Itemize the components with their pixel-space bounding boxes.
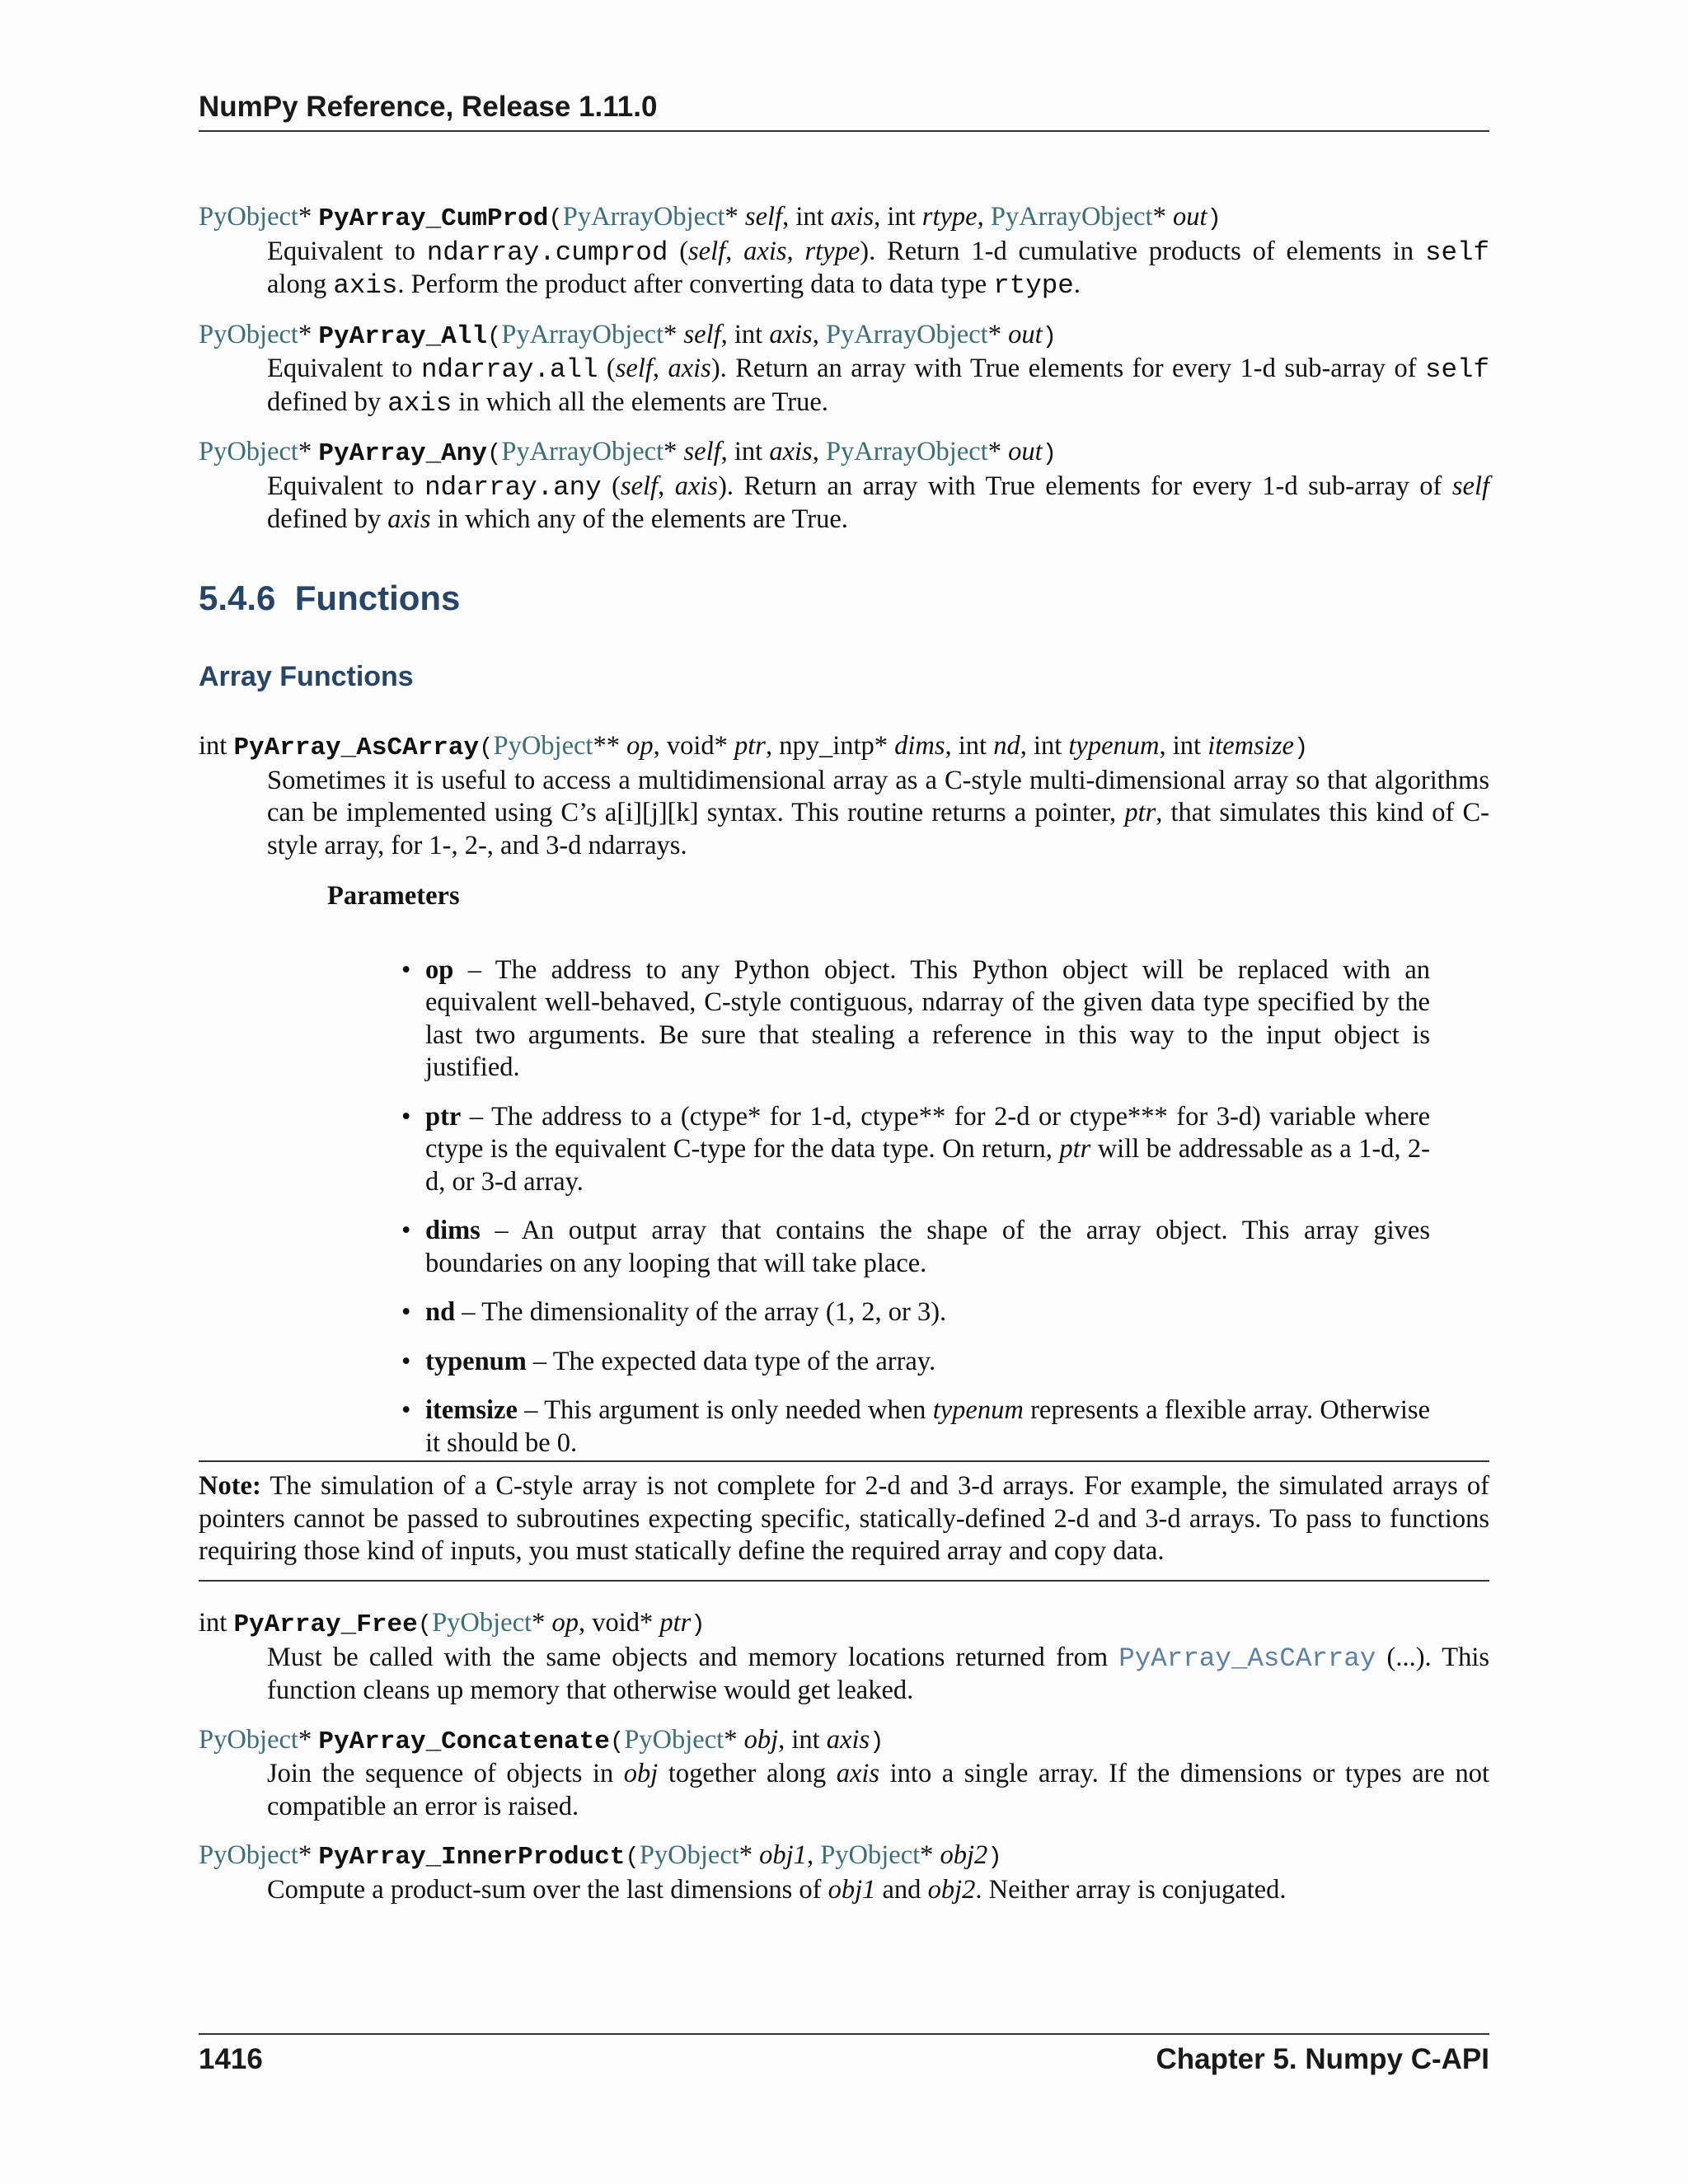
- bottom-entries: [199, 1607, 1489, 1923]
- type-link[interactable]: PyArrayObject: [501, 319, 664, 349]
- type-link[interactable]: PyObject: [432, 1608, 532, 1638]
- param-star: **: [593, 731, 627, 761]
- close-paren: ): [1293, 734, 1309, 762]
- param-name: out: [1172, 202, 1207, 232]
- function-name: PyArray_CumProd: [318, 204, 549, 233]
- return-type: int: [199, 1608, 234, 1638]
- open-paren: (: [548, 205, 563, 232]
- entry-any: [199, 436, 1489, 537]
- note-label: Note:: [199, 1471, 261, 1501]
- close-paren: ): [987, 1844, 1002, 1871]
- parameter-item: [401, 1215, 1430, 1280]
- parameter-item: [401, 954, 1430, 1085]
- desc-text: (: [668, 236, 689, 266]
- param-name: obj: [743, 1724, 779, 1755]
- param-star: *: [987, 437, 1009, 466]
- desc-text: and: [875, 1874, 928, 1905]
- top-entries: [199, 201, 1489, 553]
- desc-text: ,: [786, 236, 805, 266]
- type-link[interactable]: PyArrayObject: [825, 437, 988, 466]
- close-paren: ): [1042, 440, 1057, 467]
- inline-code: axis: [387, 387, 452, 419]
- page-footer: [199, 2033, 1489, 2076]
- parameter-desc: – An output array that contains the shape of the array object. This array gives boundaries on any looping that will take place.: [425, 1216, 1430, 1278]
- arg-ref: typenum: [932, 1395, 1024, 1425]
- description-innerproduct: [267, 1874, 1489, 1907]
- arg-ref: obj2: [927, 1874, 976, 1905]
- desc-text: along: [267, 269, 334, 299]
- chapter-title: Chapter 5. Numpy C-API: [1156, 2043, 1489, 2075]
- param-name: obj1: [759, 1840, 807, 1870]
- entry-cumprod: [199, 201, 1489, 302]
- inline-code: rtype: [993, 270, 1074, 301]
- param-type: , npy_intp*: [765, 731, 895, 761]
- section-number: 5.4.6: [199, 579, 276, 617]
- desc-text: (: [601, 471, 621, 501]
- open-paren: (: [486, 440, 502, 467]
- parameter-item: [401, 1346, 1430, 1379]
- section-heading-block: [199, 579, 1489, 617]
- desc-text: in which all the elements are True.: [452, 387, 828, 417]
- arg-ref: rtype: [804, 236, 860, 266]
- description-concatenate: [267, 1758, 1489, 1823]
- param-name: nd: [993, 731, 1020, 761]
- desc-text: , that simulates this kind of C-style array, for 1-, 2-, and 3-d ndarrays.: [267, 798, 1489, 860]
- note-box: [199, 1460, 1489, 1582]
- desc-text: together along: [658, 1759, 837, 1788]
- inline-code: ndarray.all: [420, 354, 598, 385]
- desc-text: ). Return an array with True elements for every 1-d sub-array of: [710, 354, 1425, 383]
- arg-ref: axis: [836, 1759, 880, 1788]
- description-free: [267, 1642, 1489, 1708]
- close-paren: ): [870, 1727, 884, 1755]
- arg-ref: axis: [387, 504, 431, 534]
- signature-any: [199, 436, 1489, 471]
- section-title: Functions: [294, 579, 461, 617]
- desc-text: defined by: [267, 504, 388, 534]
- param-star: *: [920, 1840, 940, 1870]
- param-name: rtype: [921, 202, 978, 232]
- desc-text: .: [1073, 269, 1081, 299]
- description-ascarray: [267, 765, 1489, 863]
- param-type: , void*: [578, 1608, 660, 1638]
- function-name: PyArray_Concatenate: [318, 1727, 610, 1756]
- desc-text: into a single array. If the dimensions or types are not compatible an error is raised.: [267, 1759, 1489, 1821]
- param-name: axis: [769, 319, 813, 349]
- parameter-desc: – The expected data type of the array.: [526, 1346, 936, 1376]
- arg-ref: axis: [674, 471, 719, 501]
- inline-code: self: [1425, 237, 1490, 268]
- arg-ref: ptr: [1124, 798, 1156, 827]
- signature-cumprod: [199, 201, 1489, 236]
- function-name: PyArray_InnerProduct: [318, 1843, 626, 1872]
- signature-concatenate: [199, 1724, 1489, 1759]
- arg-ref: self: [615, 354, 653, 383]
- param-name: itemsize: [1207, 731, 1294, 761]
- type-link[interactable]: PyObject: [639, 1840, 739, 1870]
- function-link[interactable]: PyArray_AsCArray: [1118, 1643, 1376, 1674]
- bullet-icon: •: [401, 1395, 411, 1425]
- type-link[interactable]: PyObject: [820, 1840, 921, 1870]
- param-star: *: [1152, 202, 1173, 232]
- bullet-icon: •: [401, 1216, 411, 1245]
- return-type: int: [199, 731, 234, 761]
- type-link[interactable]: PyObject: [199, 202, 298, 232]
- param-name: axis: [830, 202, 874, 232]
- type-link[interactable]: PyArrayObject: [825, 319, 988, 349]
- param-star: *: [663, 437, 684, 466]
- pointer-star: *: [298, 1724, 312, 1755]
- param-type: , int: [720, 319, 770, 349]
- parameter-name: typenum: [425, 1346, 527, 1376]
- pointer-star: *: [298, 437, 312, 466]
- desc-text: (: [598, 354, 616, 383]
- running-header: [199, 91, 1489, 132]
- parameters-label: Parameters: [327, 881, 460, 911]
- pointer-star: *: [298, 1840, 312, 1870]
- type-link[interactable]: PyObject: [199, 1724, 298, 1755]
- param-name: typenum: [1068, 731, 1160, 761]
- inline-code: axis: [333, 270, 398, 301]
- desc-text: defined by: [267, 387, 388, 417]
- param-name: self: [683, 319, 721, 349]
- param-name: self: [683, 437, 721, 466]
- desc-text: Equivalent to: [267, 354, 421, 383]
- param-name: op: [551, 1608, 579, 1638]
- param-name: op: [626, 731, 654, 761]
- open-paren: (: [609, 1727, 625, 1755]
- param-type: , int: [945, 731, 994, 761]
- arg-ref: self: [620, 471, 659, 501]
- param-type: , void*: [653, 731, 734, 761]
- param-type: , int: [1020, 731, 1069, 761]
- inline-code: ndarray.cumprod: [426, 237, 668, 268]
- param-star: *: [663, 319, 684, 349]
- arg-ref: obj: [623, 1759, 659, 1788]
- param-type: , int: [720, 437, 770, 466]
- entry-innerproduct: [199, 1840, 1489, 1906]
- desc-text: ,: [725, 236, 744, 266]
- parameter-item: [401, 1296, 1430, 1329]
- section-heading: [199, 579, 1489, 617]
- type-link[interactable]: PyArrayObject: [990, 202, 1153, 232]
- param-type: , int: [874, 202, 922, 232]
- type-link[interactable]: PyArrayObject: [501, 437, 664, 466]
- bullet-icon: •: [401, 1346, 411, 1376]
- arg-ref: obj1: [828, 1874, 876, 1905]
- signature-ascarray: [199, 730, 1489, 765]
- parameter-desc: – The address to any Python object. This Python object will be replaced with an equivalent well-behaved, C-style contiguous, ndarray of the given data type specified by the last two arguments. Be sure that stealing a reference in this way to the input object is justified.: [425, 954, 1430, 1082]
- inline-code: self: [1424, 354, 1489, 385]
- parameter-name: ptr: [425, 1101, 462, 1132]
- description-any: [267, 471, 1489, 537]
- param-sep: ,: [812, 319, 826, 349]
- parameter-list: [401, 954, 1431, 1460]
- entry-ascarray: [199, 730, 1489, 1476]
- param-name: obj2: [940, 1840, 988, 1870]
- param-sep: ,: [806, 1840, 821, 1870]
- desc-text: Sometimes it is useful to access a multidimensional array as a C-style multi-dimensional array so that algorithms can be implemented using C’s a[i][j][k] syntax. This routine returns a pointer,: [267, 765, 1489, 827]
- parameter-desc: – The dimensionality of the array (1, 2, or 3).: [455, 1297, 947, 1327]
- param-sep: ,: [812, 437, 826, 466]
- desc-text: in which any of the elements are True.: [430, 504, 848, 534]
- parameter-item: [401, 1101, 1430, 1199]
- subsection-heading-block: [199, 661, 1489, 694]
- arg-ref: ptr: [1059, 1134, 1091, 1164]
- desc-text: Equivalent to: [267, 471, 425, 501]
- type-link[interactable]: PyObject: [493, 731, 593, 761]
- pointer-star: *: [298, 319, 312, 349]
- desc-text: Equivalent to: [267, 236, 427, 266]
- desc-text: . Neither array is conjugated.: [975, 1874, 1287, 1905]
- arg-ref: axis: [668, 354, 711, 383]
- param-name: out: [1008, 319, 1043, 349]
- param-star: *: [738, 1840, 760, 1870]
- desc-text: ). Return 1-d cumulative products of elements in: [860, 236, 1425, 266]
- parameter-name: op: [425, 954, 454, 985]
- running-header-title: NumPy Reference, Release 1.11.0: [199, 91, 658, 123]
- open-paren: (: [486, 322, 502, 350]
- open-paren: (: [625, 1844, 640, 1871]
- type-link[interactable]: PyObject: [199, 437, 298, 466]
- arg-ref: axis: [743, 236, 787, 266]
- param-sep: ,: [977, 202, 991, 232]
- entry-all: [199, 319, 1489, 420]
- param-type: , int: [1159, 731, 1208, 761]
- close-paren: ): [691, 1611, 706, 1638]
- desc-text: (...). This function cleans up memory that otherwise would get leaked.: [267, 1642, 1490, 1705]
- bullet-icon: •: [401, 1297, 411, 1327]
- function-name: PyArray_All: [318, 321, 487, 351]
- param-name: ptr: [734, 731, 766, 761]
- note-content: [199, 1460, 1489, 1582]
- desc-text: Join the sequence of objects in: [267, 1759, 624, 1788]
- close-paren: ): [1042, 322, 1057, 350]
- parameter-item: [401, 1394, 1431, 1460]
- desc-text: ). Return an array with True elements for every 1-d sub-array of: [718, 471, 1452, 501]
- function-name: PyArray_AsCArray: [233, 733, 480, 762]
- parameter-name: dims: [425, 1216, 481, 1245]
- param-star: *: [724, 202, 745, 232]
- parameter-name: itemsize: [425, 1395, 518, 1425]
- entry-free: [199, 1607, 1489, 1708]
- entry-concatenate: [199, 1724, 1489, 1824]
- bullet-icon: •: [401, 954, 411, 985]
- param-name: ptr: [659, 1608, 692, 1638]
- open-paren: (: [479, 734, 494, 762]
- param-star: *: [532, 1608, 552, 1638]
- type-link[interactable]: PyObject: [199, 1840, 298, 1870]
- desc-text: ,: [658, 471, 675, 501]
- arg-ref: self: [1451, 471, 1490, 501]
- description-cumprod: [267, 236, 1489, 302]
- signature-free: [199, 1607, 1489, 1642]
- signature-all: [199, 319, 1489, 354]
- param-star: *: [724, 1724, 744, 1755]
- page-number: 1416: [199, 2043, 263, 2075]
- parameter-desc: – The address to a (ctype* for 1-d, ctype** for 2-d or ctype*** for 3-d) variable where ctype is the equivalent C-type for the data type. On return,: [425, 1101, 1430, 1164]
- bullet-icon: •: [401, 1101, 411, 1132]
- function-name: PyArray_Free: [233, 1610, 418, 1639]
- desc-text: Must be called with the same objects and memory locations returned from: [267, 1642, 1119, 1672]
- arg-ref: self: [688, 236, 726, 266]
- description-all: [267, 353, 1489, 419]
- signature-innerproduct: [199, 1840, 1489, 1874]
- type-link[interactable]: PyArrayObject: [562, 202, 725, 232]
- type-link[interactable]: PyObject: [199, 319, 298, 349]
- parameter-name: nd: [425, 1297, 456, 1327]
- param-name: axis: [826, 1724, 870, 1755]
- param-star: *: [987, 319, 1009, 349]
- function-name: PyArray_Any: [318, 439, 487, 468]
- open-paren: (: [417, 1611, 433, 1638]
- parameter-desc: will be addressable as a 1-d, 2-d, or 3-d array.: [425, 1134, 1430, 1197]
- param-name: out: [1008, 437, 1043, 466]
- parameter-desc: represents a flexible array. Otherwise it should be 0.: [425, 1395, 1431, 1458]
- param-type: , int: [778, 1724, 827, 1755]
- parameter-desc: – This argument is only needed when: [517, 1395, 933, 1425]
- param-name: axis: [769, 437, 813, 466]
- desc-text: ,: [652, 354, 668, 383]
- type-link[interactable]: PyObject: [624, 1724, 724, 1755]
- inline-code: ndarray.any: [424, 471, 602, 503]
- note-text: The simulation of a C-style array is not complete for 2-d and 3-d arrays. For example, the simulated arrays of pointers cannot be passed to subroutines expecting specific, statically-defined 2-d and 3-d arrays. To pass to functions requiring those kind of inputs, you must statically define the required array and copy data.: [199, 1471, 1489, 1566]
- param-name: self: [744, 202, 783, 232]
- subsection-heading: Array Functions: [199, 661, 414, 692]
- param-name: dims: [894, 731, 945, 761]
- param-type: , int: [782, 202, 831, 232]
- pointer-star: *: [298, 202, 312, 232]
- desc-text: . Perform the product after converting data to data type: [397, 269, 994, 299]
- close-paren: ): [1207, 205, 1221, 232]
- desc-text: Compute a product-sum over the last dimensions of: [267, 1874, 828, 1905]
